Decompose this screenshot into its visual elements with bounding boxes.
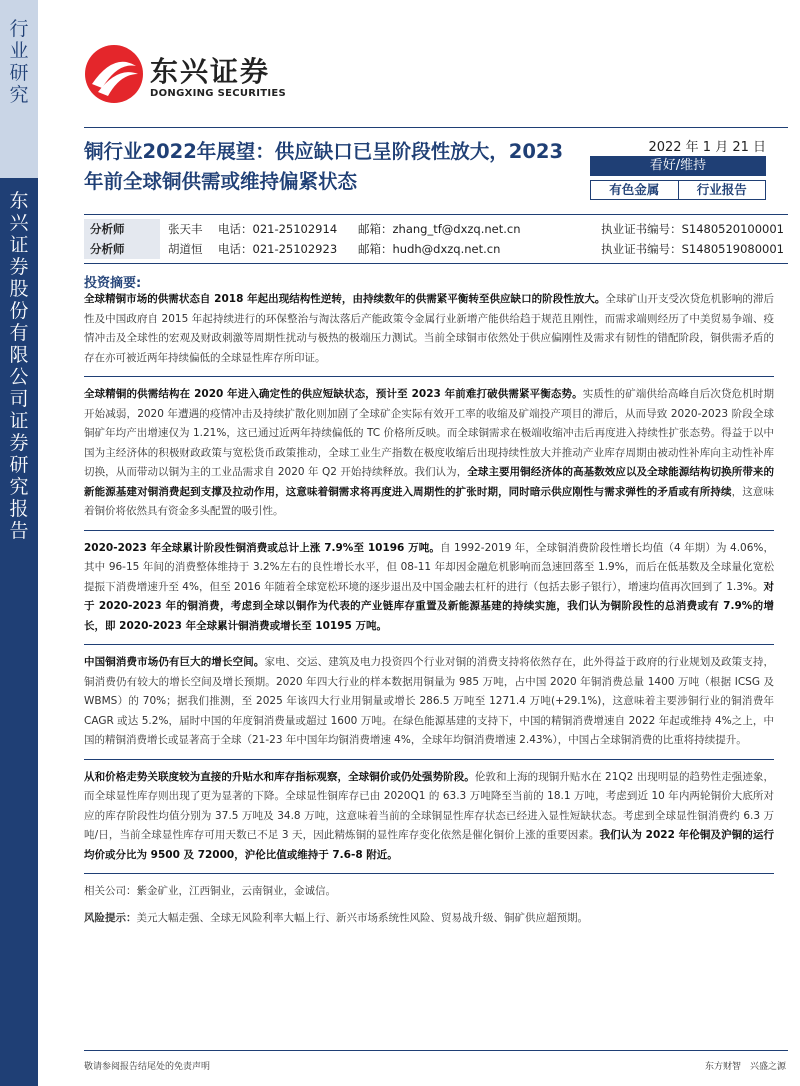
paragraph-divider <box>84 873 774 874</box>
summary-paragraph-5: 从和价格走势关联度较为直接的升贴水和库存指标观察，全球铜价或仍处强势阶段。伦敦和上海的现铜升贴水在 21Q2 出现明显的趋势性走强迹象，而全球显性库存则出现了更为显著的下降。全球显性铜库存已由 2020Q1 的 63.3 万吨降至当前的 18.1 万吨，考虑到近 10 年内两轮铜价大底所对应的库存阶段性均值分别为 37.5 万吨及 34.8 万吨，这意味着当前的全球铜显性库存状态已经进入显性短缺状态。考虑到全球显性铜消费约 6.3 万吨/日，当前全球显性库存可用天数已不足 3 天，因此精炼铜的显性库存变化依然是催化铜价上涨的重要因素。我们认为 2022 年伦铜及沪铜的运行均价或分比为 9500 及 72000，沪伦比值或维持于 7.6-8 附近。 <box>84 770 774 861</box>
summary-paragraph-4: 中国铜消费市场仍有巨大的增长空间。家电、交运、建筑及电力投资四个行业对铜的消费支持将依然存在，此外得益于政府的行业规划及政策支持，铜消费仍有较大的增长空间及增长预期。2020 年四大行业的样本数据用铜量为 985 万吨，占中国 2020 年铜消费总量 1400 万吨（根据 ICSG 及 WBMS）的 70%；据我们推测，至 2025 年该四大行业用铜量或增长 286.5 万吨至 1271.4 万吨(+29.1%)，这意味着主要涉铜行业的铜消费年 CAGR 或达 5.2%，届时中国的年度铜消费量或超过 1600 万吨。在绿色能源基建的支持下，中国的精铜消费增速自 2022 年起或维持 4%之上，中国的精铜消费增长或显著高于全球（21-23 年中国年均铜消费增速 4%，全球年均铜消费增速 2.43%），中国占全球铜消费的比重将持续提升。 <box>84 656 775 746</box>
company-name-vertical: 东兴证券股份有限公司证券研究报告 <box>9 190 29 542</box>
risk-warning: 风险提示：美元大幅走强、全球无风险利率大幅上行、新兴市场系统性风险、贸易战升级、铜矿供应超预期。 <box>84 912 588 924</box>
footer-slogan: 东方财智 兴盛之源 <box>704 1062 786 1072</box>
summary-body <box>84 290 774 936</box>
report-date: 2022 年 1 月 21 日 <box>648 140 766 155</box>
analyst-row <box>84 239 788 259</box>
paragraph-divider <box>84 759 774 760</box>
analyst-row <box>84 219 788 239</box>
dongxing-logo-icon <box>84 44 144 104</box>
logo-chinese-name: 东兴证券 <box>150 55 271 88</box>
analyst-role: 分析师 <box>84 239 160 259</box>
analyst-email[interactable]: 邮箱：zhang_tf@dxzq.net.cn <box>358 222 521 236</box>
logo-english-name: DONGXING SECURITIES <box>150 88 287 99</box>
analyst-phone: 电话：021-25102923 <box>218 242 338 256</box>
related-companies: 相关公司：紫金矿业，江西铜业，云南铜业，金诚信。 <box>84 885 336 897</box>
footer-disclaimer[interactable]: 敬请参阅报告结尾处的免责声明 <box>84 1062 211 1072</box>
analyst-name: 胡道恒 <box>168 242 203 256</box>
report-category: 行业研究 <box>9 18 29 106</box>
tag-report-type: 行业报告 <box>678 181 766 199</box>
analyst-role: 分析师 <box>84 219 160 239</box>
analyst-table <box>84 219 788 259</box>
summary-paragraph-2: 全球精铜的供需结构在 2020 年进入确定性的供应短缺状态，预计至 2023 年前难打破供需紧平衡态势。实质性的矿端供给高峰自后次贷危机时期开始减弱，2020 年遭遇的疫情冲击及持续扩散化则加剧了全球矿企实际有效开工率的收缩及矿端投产项目的滞后，从而导致 2020-2023 阶段全球铜矿年均产出增速仅为 1.21%，这已通过近两年持续偏低的 TC 价格所反映。而全球铜需求在极端收缩冲击后再度进入持续性扩张态势。得益于以中国为主经济体的积极财政政策与宽松货币政策推动，全球工业生产指数在极度收缩后出现持续性放大并推动产业库存周期由被动性补库向主动性补库切换，从而带动以铜为主的工业品需求自 2020 年 Q2 开始持续释放。我们认为，全球主要用铜经济体的高基数效应以及全球能源结构切换所带来的新能源基建对铜消费起到支撑及拉动作用，这意味着铜需求将再度进入周期性的扩张时期，同时暗示供应刚性与需求弹性的矛盾或有所持续，这意味着铜价将依然具有资金多头配置的吸引性。 <box>84 388 775 517</box>
footer-divider <box>84 1050 788 1051</box>
summary-heading: 投资摘要: <box>84 276 142 291</box>
summary-paragraph-1: 全球精铜市场的供需状态自 2018 年起出现结构性逆转，由持续数年的供需紧平衡转至供应缺口的阶段性放大。全球矿山开支受次贷危机影响的滞后性及中国政府自 2015 年起持续进行的环保整治与淘汰落后产能政策令金属行业新增产能供给趋于规范且刚性，而需求端则经历了中美贸易争端、疫情冲击及全球性的宏观及财政刺激等周期性扰动与极热的极端压力测试。当前全球铜市依然处于供应偏刚性及需求有韧性的错配阶段，铜供需矛盾的存在亦可被近两年持续偏低的全球显性库存所印证。 <box>84 293 774 364</box>
analyst-cert: 执业证书编号：S1480519080001 <box>601 242 784 256</box>
analyst-bottom-divider <box>84 263 788 264</box>
analyst-cert: 执业证书编号：S1480520100001 <box>601 222 784 236</box>
analyst-email[interactable]: 邮箱：hudh@dxzq.net.cn <box>358 242 501 256</box>
analyst-phone: 电话：021-25102914 <box>218 222 338 236</box>
analyst-name: 张天丰 <box>168 222 203 236</box>
tags-box <box>590 180 766 200</box>
header-divider <box>84 127 788 128</box>
analyst-top-divider <box>84 214 788 215</box>
paragraph-divider <box>84 376 774 377</box>
rating-badge: 看好/维持 <box>590 156 766 176</box>
report-title: 铜行业2022年展望：供应缺口已呈阶段性放大，2023年前全球铜供需或维持偏紧状态 <box>84 140 564 193</box>
paragraph-divider <box>84 644 774 645</box>
paragraph-divider <box>84 530 774 531</box>
tag-industry: 有色金属 <box>609 182 660 197</box>
summary-paragraph-3: 2020-2023 年全球累计阶段性铜消费或总计上涨 7.9%至 10196 万吨。自 1992-2019 年，全球铜消费阶段性增长均值（4 年期）为 4.06%，其中 96-15 年间的消费整体维持于 3.2%左右的良性增长水平，但 08-11 年却因金融危机影响而急速回落至 1.9%，而后在低基数及全球量化宽松提振下消费增速升至 4%，但至 2016 年随着全球宽松环境的逐步退出及中国金融去杠杆的进行（包括去影子银行），增速均值再次回到了 1.3%。对于 2020-2023 年的铜消费，考虑到全球以铜作为代表的产业链库存重置及新能源基建的持续实施，我们认为铜阶段性的总消费或有 7.9%的增长，即 2020-2023 年全球累计铜消费或增长至 10195 万吨。 <box>84 541 775 632</box>
